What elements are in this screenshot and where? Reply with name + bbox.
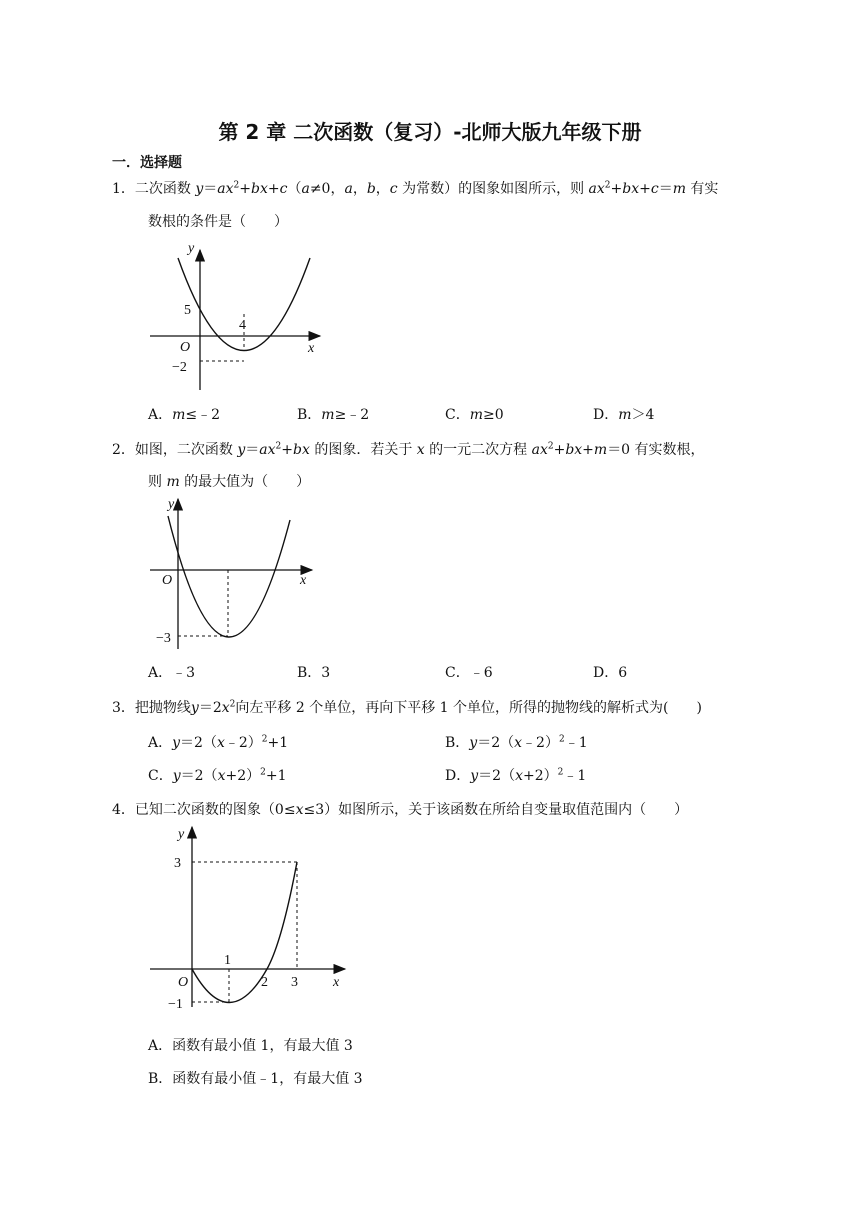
section-heading: 一．选择题 [112,155,182,171]
q4-parabola-curve [192,862,297,1003]
q1-option-a[interactable]: A．m≤﹣2 [148,407,221,423]
q2-stem-line1: 2．如图，二次函数 $y=ax^2+bx$ 的图象．若关于 x 的一元二次方程 $ax^2+bx+m=0$ 有实数根， [112,441,705,458]
q1-stem-line1: 1．二次函数 $y=ax^2+bx+c(a\ne 0$，a，b，c 为常数）的图象如图所示，则 $ax^2+bx+c=m$ 有实 [112,180,719,197]
q3-stem: 3．把抛物线$y=2x^2$向左平移 2 个单位，再向下平移 1 个单位，所得的抛物线的解析式为( ) [112,699,702,716]
q3-option-b[interactable]: B．y＝2（x﹣2）$^2$﹣1 [445,734,588,751]
q4-label-x3: 3 [291,975,298,990]
q1-x-label: x [308,341,315,356]
q4-label-y3: 3 [174,856,181,871]
q2-parabola-curve [168,516,290,637]
q1-option-d[interactable]: D．m＞4 [593,407,655,423]
q2-origin-label: O [162,573,173,588]
q2-option-c[interactable]: C．﹣6 [445,665,493,681]
q2-parabola-graph [140,494,330,654]
q4-option-a[interactable]: A．函数有最小值 1，有最大值 3 [148,1038,353,1054]
q4-label-1: 1 [224,953,231,968]
q4-origin-label: O [178,975,189,990]
q2-stem-line2: 则 m 的最大值为（ ） [148,474,311,490]
q2-option-a[interactable]: A．﹣3 [148,665,196,681]
q4-label-2: 2 [261,975,268,990]
q1-option-c[interactable]: C．m≥0 [445,407,504,423]
q2-y-label: y [168,497,175,512]
q2-option-b[interactable]: B．3 [297,665,331,681]
q1-stem-line2: 数根的条件是（ ） [148,214,288,230]
q4-stem: 4．已知二次函数的图象（0≤x≤3）如图所示，关于该函数在所给自变量取值范围内（ ） [112,802,689,818]
q4-y-label: y [178,827,185,842]
q1-label-minus2: −2 [172,360,187,375]
q1-label-5: 5 [184,303,191,318]
q2-label-minus3: −3 [156,631,171,646]
q1-origin-label: O [180,340,191,355]
q3-option-d[interactable]: D．$y=2(x+2)^2﹣1$ [445,767,587,784]
q1-parabola-graph [140,238,340,398]
q3-option-c[interactable]: C．$y=2(x+2)^2+1$ [148,767,287,784]
q4-option-b[interactable]: B．函数有最小值﹣1，有最大值 3 [148,1071,363,1087]
q3-option-a[interactable]: A．y＝2（x﹣2）$^2$+1 [148,734,289,751]
q4-x-label: x [333,975,340,990]
q4-parabola-graph [140,822,360,1012]
q2-option-d[interactable]: D．6 [593,665,628,681]
q1-option-b[interactable]: B．m≥﹣2 [297,407,370,423]
q4-label-minus1: −1 [168,997,183,1012]
q1-y-label: y [188,241,195,256]
page-title: 第 2 章 二次函数（复习）-北师大版九年级下册 [218,120,642,144]
q2-x-label: x [300,573,307,588]
q1-label-4: 4 [239,318,246,333]
